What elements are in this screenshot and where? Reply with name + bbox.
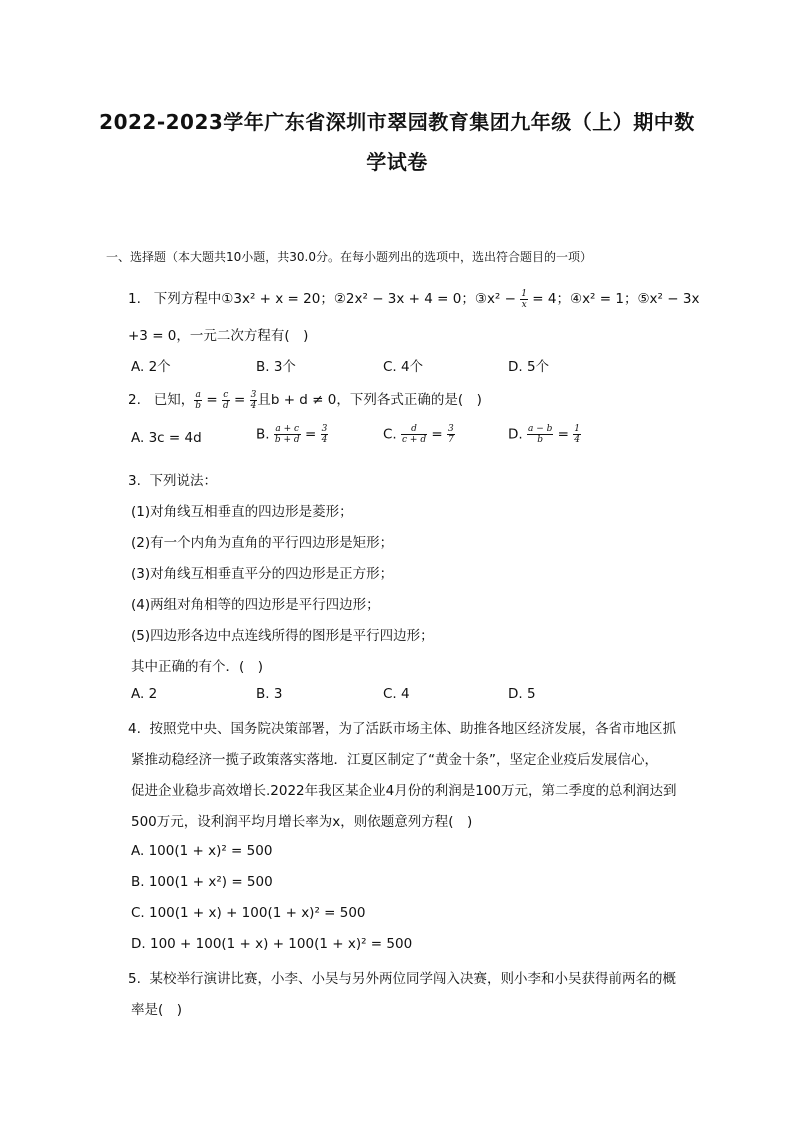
question-5 (128, 967, 676, 987)
section-heading: 一、选择题（本大题共10小题，共30.0分。在每小题列出的选项中，选出符合题目的一项） (106, 250, 592, 264)
question-number: 4. (128, 721, 141, 737)
q4-option-b[interactable]: B. 100(1 + x²) = 500 (131, 874, 273, 890)
question-stem-line-3: 促进企业稳步高效增长.2022年我区某企业4月份的利润是100万元，第二季度的总利润达到 (131, 783, 677, 799)
fraction: $\frac{c}{d}$ (222, 389, 229, 411)
q3-option-a[interactable]: A. 2 (131, 686, 158, 702)
q3-ask: 其中正确的有个．( ) (131, 659, 264, 675)
q4-option-d[interactable]: D. 100 + 100(1 + x) + 100(1 + x)² = 500 (131, 936, 413, 952)
q1-option-c[interactable]: C. 4个 (383, 359, 424, 375)
question-1-continued: +3 = 0，一元二次方程有( ) (128, 328, 309, 344)
question-number: 1. (128, 291, 141, 307)
q2-option-b[interactable]: B. $\frac{a + c}{b + d}$ = $\frac{3}{4}$ (256, 424, 328, 445)
fraction: $\frac{1}{x}$ (521, 288, 527, 310)
question-stem-line-2: 紧推动稳经济一揽子政策落实落地．江夏区制定了“黄金十条”，坚定企业疫后发展信心， (131, 752, 658, 768)
fraction: $\frac{a}{b}$ (195, 389, 202, 411)
question-stem: 下列说法： (149, 473, 217, 489)
question-stem-line-4: 500万元，设利润平均月增长率为x，则依题意列方程( ) (131, 814, 473, 830)
q4-option-c[interactable]: C. 100(1 + x) + 100(1 + x)² = 500 (131, 905, 366, 921)
q3-option-d[interactable]: D. 5 (508, 686, 536, 702)
q3-item-5: (5)四边形各边中点连线所得的图形是平行四边形； (131, 628, 434, 644)
question-number: 5. (128, 971, 141, 987)
q2-option-a[interactable]: A. 3c = 4d (131, 430, 202, 446)
q3-option-b[interactable]: B. 3 (256, 686, 283, 702)
q1-option-b[interactable]: B. 3个 (256, 359, 296, 375)
question-number: 3. (128, 473, 141, 489)
question-1 (128, 287, 699, 310)
q3-item-1: (1)对角线互相垂直的四边形是菱形； (131, 504, 353, 520)
q1-option-a[interactable]: A. 2个 (131, 359, 171, 375)
question-2: 2. 已知， $\frac{a}{b}$ = $\frac{c}{d}$ = $\frac{3}{4}$ 且b + d ≠ 0，下列各式正确的是( ) (128, 389, 482, 411)
q2-option-c[interactable]: C. $\frac{d}{c + d}$ = $\frac{3}{7}$ (383, 424, 454, 445)
question-stem-line-1: 某校举行演讲比赛，小李、小吴与另外两位同学闯入决赛，则小李和小吴获得前两名的概 (149, 971, 676, 987)
fraction: $\frac{3}{4}$ (250, 389, 257, 411)
question-stem: 已知， (153, 392, 195, 408)
question-4 (128, 717, 676, 737)
page-title-line-2: 学试卷 (366, 150, 428, 174)
q3-item-4: (4)两组对角相等的四边形是平行四边形； (131, 597, 380, 613)
q3-item-2: (2)有一个内角为直角的平行四边形是矩形； (131, 535, 394, 551)
question-stem-cont: 且b + d ≠ 0，下列各式正确的是( ) (257, 392, 482, 408)
page-title-line-1: 2022-2023学年广东省深圳市翠园教育集团九年级（上）期中数 (99, 110, 695, 134)
question-stem-line-2: 率是( ) (131, 1002, 183, 1018)
q3-item-3: (3)对角线互相垂直平分的四边形是正方形； (131, 566, 394, 582)
q2-option-d[interactable]: D. $\frac{a - b}{b}$ = $\frac{1}{4}$ (508, 424, 581, 445)
q3-option-c[interactable]: C. 4 (383, 686, 410, 702)
question-number: 2. (128, 392, 141, 408)
question-stem: 下列方程中①3x² + x = 20；②2x² − 3x + 4 = 0；③x² − (153, 291, 521, 307)
question-3 (128, 469, 217, 489)
question-stem-cont: = 4；④x² = 1；⑤x² − 3x (527, 291, 700, 307)
q1-option-d[interactable]: D. 5个 (508, 359, 550, 375)
question-stem-line-1: 按照党中央、国务院决策部署，为了活跃市场主体、助推各地区经济发展，各省市地区抓 (149, 721, 676, 737)
q4-option-a[interactable]: A. 100(1 + x)² = 500 (131, 843, 273, 859)
